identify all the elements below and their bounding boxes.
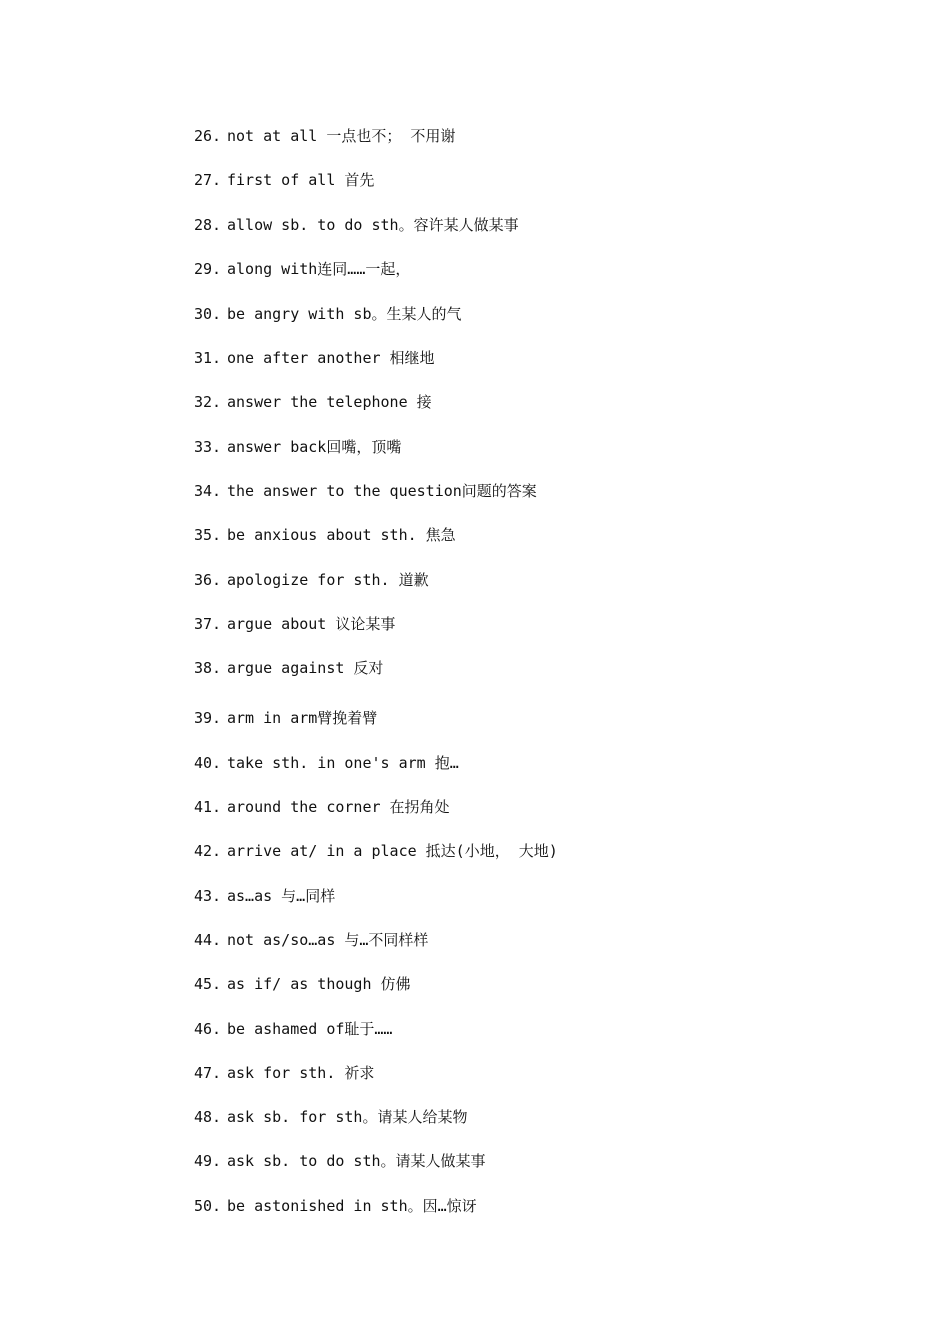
- item-number: 47.: [194, 1064, 222, 1082]
- item-text: be ashamed of耻于……: [227, 1020, 393, 1038]
- item-number: 45.: [194, 975, 222, 993]
- item-text: answer back回嘴，顶嘴: [227, 438, 402, 456]
- item-number: 28.: [194, 216, 222, 234]
- item-text: arrive at/ in a place 抵达(小地， 大地): [227, 842, 558, 860]
- list-item: [194, 928, 428, 952]
- list-item: [194, 1105, 467, 1129]
- item-number: 39.: [194, 709, 222, 727]
- item-number: 29.: [194, 260, 222, 278]
- list-item: [194, 302, 462, 326]
- list-item: [194, 1017, 392, 1041]
- list-item: [194, 124, 455, 148]
- item-number: 48.: [194, 1108, 222, 1126]
- item-number: 32.: [194, 393, 222, 411]
- item-number: 27.: [194, 171, 222, 189]
- list-item: [194, 795, 450, 819]
- item-text: not at all 一点也不； 不用谢: [227, 127, 456, 145]
- item-text: as if/ as though 仿佛: [227, 975, 411, 993]
- item-text: first of all 首先: [227, 171, 375, 189]
- list-item: [194, 168, 374, 192]
- item-text: as…as 与…同样: [227, 887, 336, 905]
- item-number: 43.: [194, 887, 222, 905]
- item-text: allow sb. to do sth。容许某人做某事: [227, 216, 519, 234]
- item-text: be angry with sb。生某人的气: [227, 305, 462, 323]
- phrase-list: [194, 0, 894, 1344]
- list-item: [194, 479, 537, 503]
- item-number: 35.: [194, 526, 222, 544]
- item-number: 30.: [194, 305, 222, 323]
- list-item: [194, 257, 410, 281]
- item-text: argue against 反对: [227, 659, 384, 677]
- list-item: [194, 523, 456, 547]
- item-number: 37.: [194, 615, 222, 633]
- item-number: 36.: [194, 571, 222, 589]
- list-item: [194, 390, 432, 414]
- item-text: along with连同……一起，: [227, 260, 411, 278]
- item-text: answer the telephone 接: [227, 393, 432, 411]
- list-item: [194, 1149, 486, 1173]
- list-item: [194, 706, 377, 730]
- list-item: [194, 612, 395, 636]
- item-number: 49.: [194, 1152, 222, 1170]
- item-number: 46.: [194, 1020, 222, 1038]
- item-number: 50.: [194, 1197, 222, 1215]
- item-number: 42.: [194, 842, 222, 860]
- item-number: 31.: [194, 349, 222, 367]
- list-item: [194, 213, 519, 237]
- list-item: [194, 346, 435, 370]
- list-item: [194, 1194, 477, 1218]
- item-text: be astonished in sth。因…惊讶: [227, 1197, 477, 1215]
- item-text: around the corner 在拐角处: [227, 798, 450, 816]
- list-item: [194, 1061, 374, 1085]
- item-number: 40.: [194, 754, 222, 772]
- list-item: [194, 751, 459, 775]
- item-number: 44.: [194, 931, 222, 949]
- item-text: take sth. in one's arm 抱…: [227, 754, 459, 772]
- item-text: ask for sth. 祈求: [227, 1064, 375, 1082]
- item-text: ask sb. to do sth。请某人做某事: [227, 1152, 486, 1170]
- list-item: [194, 884, 335, 908]
- item-number: 26.: [194, 127, 222, 145]
- item-text: apologize for sth. 道歉: [227, 571, 429, 589]
- list-item: [194, 656, 383, 680]
- item-number: 33.: [194, 438, 222, 456]
- list-item: [194, 839, 558, 863]
- item-text: one after another 相继地: [227, 349, 435, 367]
- item-number: 38.: [194, 659, 222, 677]
- item-text: argue about 议论某事: [227, 615, 396, 633]
- item-number: 34.: [194, 482, 222, 500]
- item-text: ask sb. for sth。请某人给某物: [227, 1108, 468, 1126]
- item-text: the answer to the question问题的答案: [227, 482, 537, 500]
- list-item: [194, 568, 429, 592]
- list-item: [194, 435, 401, 459]
- list-item: [194, 972, 411, 996]
- item-text: not as/so…as 与…不同样样: [227, 931, 429, 949]
- item-number: 41.: [194, 798, 222, 816]
- item-text: be anxious about sth. 焦急: [227, 526, 456, 544]
- item-text: arm in arm臂挽着臂: [227, 709, 378, 727]
